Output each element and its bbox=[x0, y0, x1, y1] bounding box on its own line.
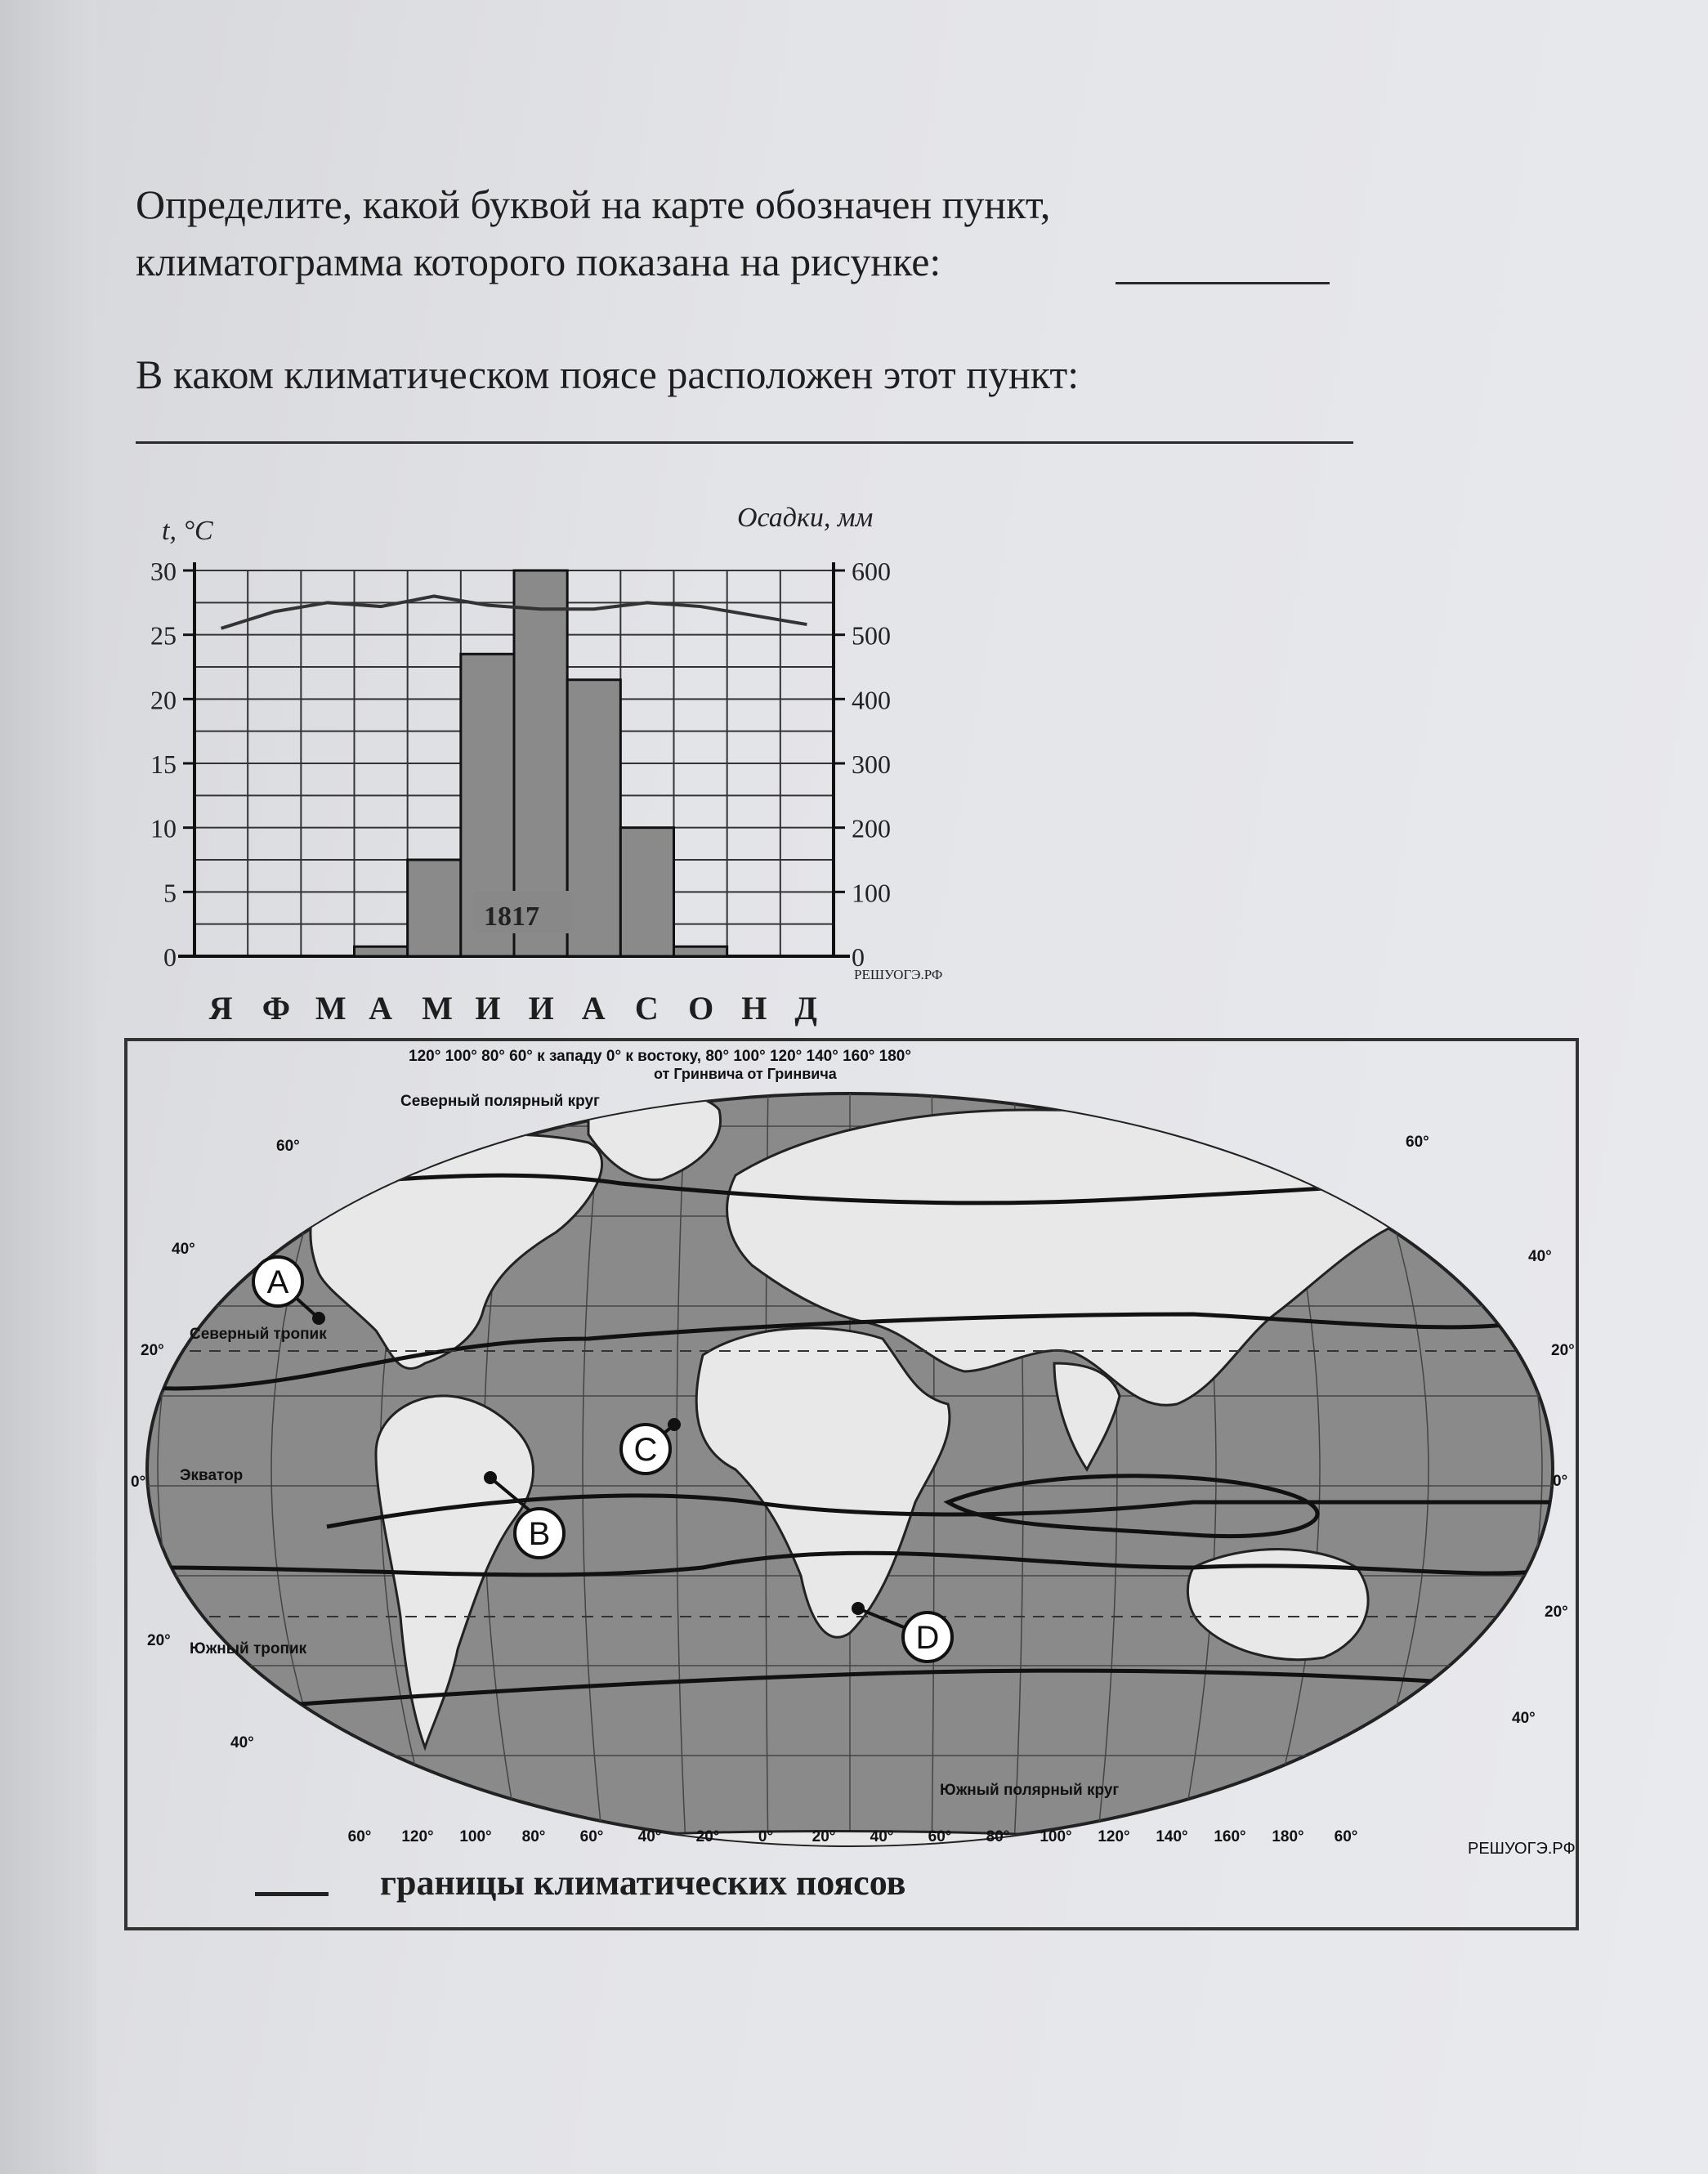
lon-label: 120° bbox=[1098, 1828, 1130, 1845]
lat-label: 20° bbox=[1545, 1604, 1568, 1621]
month-label: М bbox=[422, 990, 454, 1027]
month-label: М bbox=[315, 990, 347, 1027]
precip-bar bbox=[567, 680, 620, 956]
map-top-scale-sub: от Гринвича от Гринвича bbox=[654, 1066, 837, 1082]
month-label: Д bbox=[794, 990, 817, 1027]
lon-label: 100° bbox=[1040, 1828, 1072, 1845]
lat-label: 20° bbox=[141, 1342, 164, 1359]
lon-label: 180° bbox=[1272, 1828, 1304, 1845]
lon-label: 20° bbox=[812, 1828, 836, 1845]
point-label: A bbox=[266, 1264, 289, 1300]
world-map bbox=[131, 1045, 1576, 1862]
month-label: Ф bbox=[262, 990, 291, 1027]
precip-tick-label: 200 bbox=[852, 813, 891, 843]
lon-label: 60° bbox=[579, 1828, 604, 1845]
climatogram bbox=[123, 499, 943, 1030]
annual-precip-label: 1817 bbox=[484, 901, 539, 932]
month-label: Я bbox=[208, 990, 233, 1027]
lon-label: 80° bbox=[986, 1828, 1010, 1845]
label-equator: Экватор bbox=[180, 1467, 244, 1484]
answer-blank-1[interactable] bbox=[1116, 282, 1330, 284]
label-tropic-s: Южный тропик bbox=[190, 1640, 307, 1657]
question-line-3: В каком климатическом поясе расположен этот пункт: bbox=[136, 351, 1080, 397]
label-tropic-n: Северный тропик bbox=[190, 1326, 327, 1343]
lat-label: 40° bbox=[1528, 1248, 1552, 1265]
lon-label: 20° bbox=[695, 1828, 720, 1845]
lat-label: 0° bbox=[1553, 1473, 1568, 1490]
lat-label: 60° bbox=[276, 1138, 300, 1155]
lat-label: 40° bbox=[230, 1734, 254, 1751]
lon-label: 100° bbox=[459, 1828, 492, 1845]
legend-line-sample bbox=[255, 1892, 329, 1896]
lon-label: 60° bbox=[928, 1828, 952, 1845]
precip-tick-label: 600 bbox=[852, 557, 891, 586]
temp-tick-label: 15 bbox=[150, 749, 177, 779]
precip-tick-label: 400 bbox=[852, 685, 891, 715]
month-label: И bbox=[528, 990, 554, 1027]
lat-label: 20° bbox=[1551, 1342, 1575, 1359]
month-label: И bbox=[475, 990, 501, 1027]
temp-tick-label: 10 bbox=[150, 813, 177, 843]
point-label: C bbox=[633, 1432, 658, 1468]
month-label: С bbox=[634, 990, 659, 1027]
precip-tick-label: 100 bbox=[852, 878, 891, 908]
temp-tick-label: 25 bbox=[150, 620, 177, 651]
precip-tick-labels bbox=[834, 557, 891, 972]
lon-label: 40° bbox=[870, 1828, 894, 1845]
lon-label: 160° bbox=[1214, 1828, 1246, 1845]
lat-label: 20° bbox=[147, 1632, 171, 1649]
question-line-2: климатограмма которого показана на рисунке: bbox=[136, 239, 941, 284]
precip-bar bbox=[674, 946, 727, 956]
point-label: B bbox=[528, 1516, 551, 1552]
precip-bar bbox=[408, 860, 461, 956]
lon-label: 0° bbox=[758, 1828, 774, 1845]
page-edge bbox=[0, 0, 96, 2174]
legend-text: границы климатических поясов bbox=[380, 1863, 906, 1903]
month-label: Н bbox=[741, 990, 767, 1027]
lon-label: 120° bbox=[401, 1828, 434, 1845]
precip-tick-label: 500 bbox=[852, 620, 891, 651]
temp-tick-label: 30 bbox=[150, 557, 177, 586]
map-top-scale: 120° 100° 80° 60° к западу 0° к востоку, 80° 100° 120° 140° 160° 180° bbox=[409, 1048, 911, 1065]
month-label: А bbox=[581, 990, 606, 1027]
lon-label: 60° bbox=[347, 1828, 372, 1845]
temp-tick-label: 0 bbox=[163, 942, 177, 972]
lat-label: 60° bbox=[1406, 1134, 1429, 1151]
temp-tick-label: 20 bbox=[150, 685, 177, 715]
month-label: О bbox=[688, 990, 714, 1027]
question-line-1: Определите, какой буквой на карте обозначен пункт, bbox=[136, 181, 1051, 227]
lat-label: 0° bbox=[131, 1474, 146, 1491]
chart-watermark: РЕШУОГЭ.РФ bbox=[854, 967, 943, 982]
precip-bar bbox=[355, 946, 408, 956]
lon-label: 60° bbox=[1334, 1828, 1358, 1845]
temp-tick-labels bbox=[150, 557, 194, 972]
label-arctic: Северный полярный круг bbox=[400, 1093, 600, 1110]
map-watermark: РЕШУОГЭ.РФ bbox=[1468, 1840, 1576, 1858]
precip-tick-label: 0 bbox=[852, 942, 865, 972]
lon-label: 40° bbox=[637, 1828, 662, 1845]
lat-label: 40° bbox=[1512, 1710, 1536, 1727]
answer-blank-2[interactable] bbox=[136, 441, 1353, 444]
precip-axis-label: Осадки, мм bbox=[737, 503, 874, 533]
point-label: D bbox=[915, 1620, 940, 1656]
label-antarctic: Южный полярный круг bbox=[940, 1782, 1120, 1799]
precip-bar bbox=[620, 828, 673, 956]
lon-label: 140° bbox=[1156, 1828, 1188, 1845]
lon-label: 80° bbox=[521, 1828, 546, 1845]
temp-tick-label: 5 bbox=[163, 878, 177, 908]
lat-label: 40° bbox=[172, 1241, 195, 1258]
precip-tick-label: 300 bbox=[852, 749, 891, 779]
month-label: А bbox=[369, 990, 392, 1027]
temp-axis-label: t, °C bbox=[162, 516, 213, 546]
